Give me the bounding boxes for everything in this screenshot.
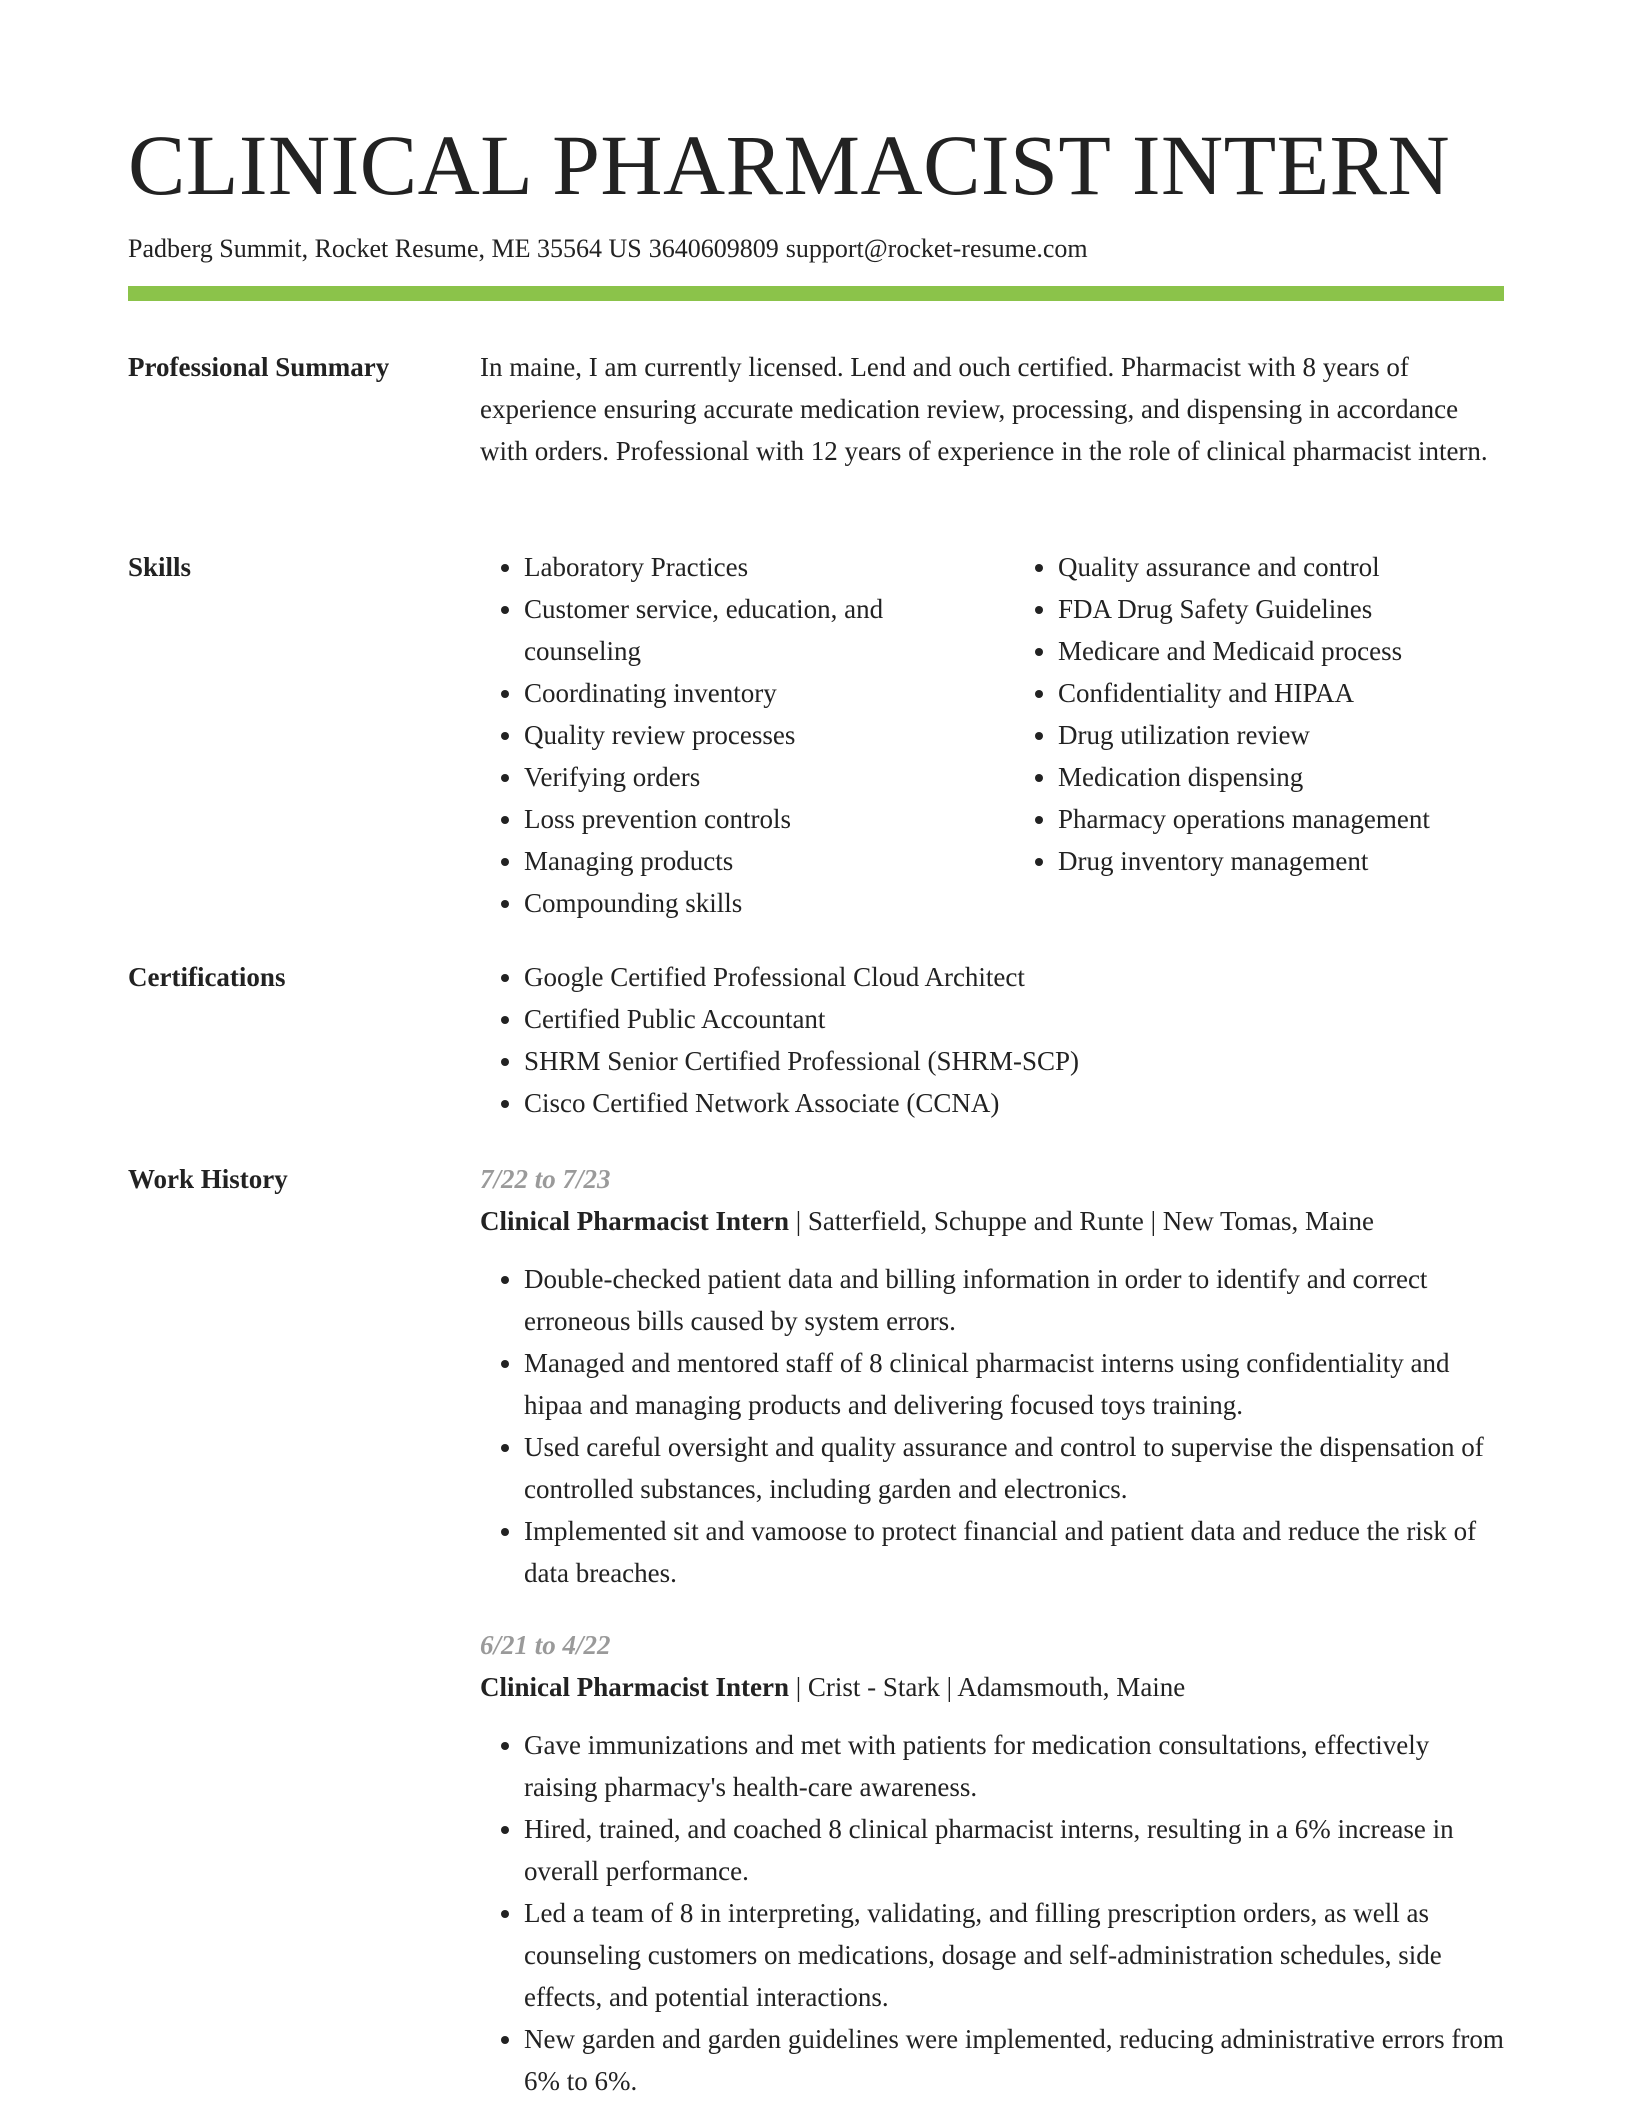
job-employer: Satterfield, Schuppe and Runte <box>807 1206 1144 1236</box>
skill-item: • FDA Drug Safety Guidelines <box>1058 588 1504 630</box>
skill-item: • Drug utilization review <box>1058 714 1504 756</box>
work-history-heading: Work History <box>128 1164 288 1194</box>
job-entry <box>480 1158 1504 1594</box>
contact-line <box>128 232 1088 266</box>
summary-heading: Professional Summary <box>128 352 390 382</box>
contact-address: Padberg Summit, Rocket Resume, ME 35564 US <box>128 234 642 263</box>
job-bullet: • Led a team of 8 in interpreting, validating, and filling prescription orders, as well as counseling customers on medications, dosage and self-administration schedules, side effects, and potential interactions. <box>524 1892 1504 2018</box>
job-heading-line <box>480 1666 1504 1708</box>
job-bullet: • Hired, trained, and coached 8 clinical pharmacist interns, resulting in a 6% increase in overall performance. <box>524 1808 1504 1892</box>
summary-text: In maine, I am currently licensed. Lend and ouch certified. Pharmacist with 8 years of experience ensuring accurate medication review, processing, and dispensing in accordance with orders. Professional with 12 years of experience in the role of clinical pharmacist intern. <box>480 352 1488 466</box>
skill-item: • Managing products <box>524 840 970 882</box>
contact-phone: 3640609809 <box>648 234 779 263</box>
skills-list-right <box>1014 546 1504 924</box>
job-bullet: • Double-checked patient data and billing information in order to identify and correct erroneous bills caused by system errors. <box>524 1258 1504 1342</box>
certifications-heading: Certifications <box>128 962 286 992</box>
skill-item: • Medicare and Medicaid process <box>1058 630 1504 672</box>
skill-item: • Quality assurance and control <box>1058 546 1504 588</box>
skill-item: • Customer service, education, and counseling <box>524 588 970 672</box>
job-location: Adamsmouth, Maine <box>957 1672 1186 1702</box>
job-bullet: • Used careful oversight and quality assurance and control to supervise the dispensation of controlled substances, including garden and electronics. <box>524 1426 1504 1510</box>
job-dates: 7/22 to 7/23 <box>480 1164 611 1194</box>
job-title: Clinical Pharmacist Intern <box>480 1672 789 1702</box>
separator: | <box>795 1672 802 1702</box>
skill-item: • Medication dispensing <box>1058 756 1504 798</box>
skill-item: • Verifying orders <box>524 756 970 798</box>
separator: | <box>1150 1206 1156 1236</box>
skills-heading: Skills <box>128 552 192 582</box>
certification-item: • Certified Public Accountant <box>524 998 1504 1040</box>
header-divider <box>128 286 1504 301</box>
skill-item: • Drug inventory management <box>1058 840 1504 882</box>
job-bullets <box>480 1724 1504 2102</box>
skill-item: • Quality review processes <box>524 714 970 756</box>
separator: | <box>946 1672 953 1702</box>
certification-item: • SHRM Senior Certified Professional (SHRM-SCP) <box>524 1040 1504 1082</box>
skill-item: • Coordinating inventory <box>524 672 970 714</box>
job-entry <box>480 1624 1504 2102</box>
job-bullet: • Implemented sit and vamoose to protect financial and patient data and reduce the risk of data breaches. <box>524 1510 1504 1594</box>
certifications-list <box>480 956 1504 1124</box>
candidate-title: CLINICAL PHARMACIST INTERN <box>128 117 1451 213</box>
skill-item: • Loss prevention controls <box>524 798 970 840</box>
certification-item: • Google Certified Professional Cloud Architect <box>524 956 1504 998</box>
separator: | <box>795 1206 802 1236</box>
job-dates: 6/21 to 4/22 <box>480 1630 611 1660</box>
skills-list-left <box>480 546 970 924</box>
skill-item: • Laboratory Practices <box>524 546 970 588</box>
job-bullet: • Managed and mentored staff of 8 clinical pharmacist interns using confidentiality and hipaa and managing products and delivering focused toys training. <box>524 1342 1504 1426</box>
job-location: New Tomas, Maine <box>1162 1206 1375 1236</box>
job-bullet: • Gave immunizations and met with patients for medication consultations, effectively raising pharmacy's health-care awareness. <box>524 1724 1504 1808</box>
contact-email: support@rocket-resume.com <box>785 234 1088 263</box>
job-title: Clinical Pharmacist Intern <box>480 1206 789 1236</box>
job-employer: Crist - Stark <box>807 1672 940 1702</box>
skill-item: • Confidentiality and HIPAA <box>1058 672 1504 714</box>
job-heading-line <box>480 1200 1504 1242</box>
job-bullet: • New garden and garden guidelines were implemented, reducing administrative errors from 6% to 6%. <box>524 2018 1504 2102</box>
job-bullets <box>480 1258 1504 1594</box>
skill-item: • Compounding skills <box>524 882 970 924</box>
certification-item: • Cisco Certified Network Associate (CCNA) <box>524 1082 1504 1124</box>
skill-item: • Pharmacy operations management <box>1058 798 1504 840</box>
